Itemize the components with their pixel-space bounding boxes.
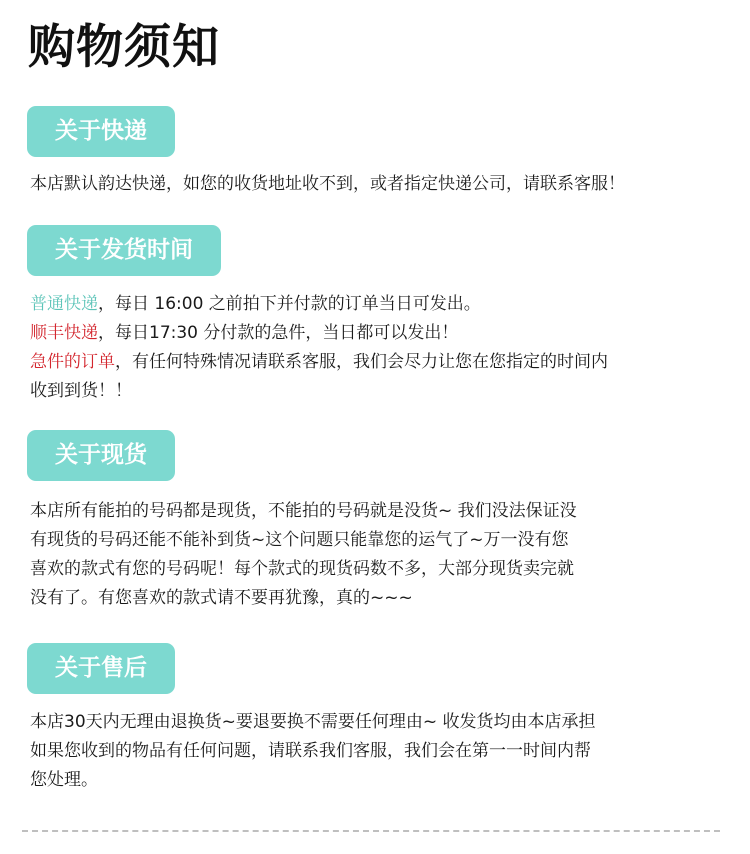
after-sales-line: 本店30天内无理由退换货~要退要换不需要任何理由~ 收发货均由本店承担 (30, 712, 596, 732)
sf-express-text: ，每日17:30 分付款的急件，当日都可以发出！ (98, 323, 459, 343)
stock-line: 喜欢的款式有您的号码呢！每个款式的现货码数不多，大部分现货卖完就 (30, 559, 574, 579)
shipping-line-urgent (30, 348, 608, 377)
section-heading-stock: 关于现货 (27, 430, 175, 481)
section-heading-express: 关于快递 (27, 106, 175, 157)
after-sales-line: 如果您收到的物品有任何问题，请联系我们客服，我们会在第一一时间内帮 (30, 741, 591, 761)
sf-express-highlight: 顺丰快递 (30, 323, 98, 343)
normal-express-highlight: 普通快递 (30, 294, 98, 314)
shipping-line-normal (30, 290, 608, 319)
stock-line: 没有了。有您喜欢的款式请不要再犹豫，真的~~~ (30, 588, 413, 608)
after-sales-line: 您处理。 (30, 770, 98, 790)
section-heading-after-sales: 关于售后 (27, 643, 175, 694)
stock-paragraph (30, 497, 577, 613)
express-paragraph (30, 170, 625, 199)
after-sales-paragraph (30, 708, 596, 795)
page-title: 购物须知 (28, 20, 220, 75)
stock-line: 有现货的号码还能不能补到货~这个问题只能靠您的运气了~万一没有您 (30, 530, 569, 550)
shipping-time-paragraph (30, 290, 608, 406)
normal-express-text: ，每日 16:00 之前拍下并付款的订单当日可发出。 (98, 294, 481, 314)
express-text: 本店默认韵达快递，如您的收货地址收不到，或者指定快递公司，请联系客服！ (30, 174, 625, 194)
urgent-order-text: ，有任何特殊情况请联系客服，我们会尽力让您在您指定的时间内 (115, 352, 608, 372)
shipping-line-received: 收到到货！！ (30, 381, 132, 401)
bottom-divider (22, 830, 720, 832)
stock-line: 本店所有能拍的号码都是现货，不能拍的号码就是没货~ 我们没法保证没 (30, 501, 577, 521)
shipping-line-sf (30, 319, 608, 348)
section-heading-shipping-time: 关于发货时间 (27, 225, 221, 276)
urgent-order-highlight: 急件的订单 (30, 352, 115, 372)
